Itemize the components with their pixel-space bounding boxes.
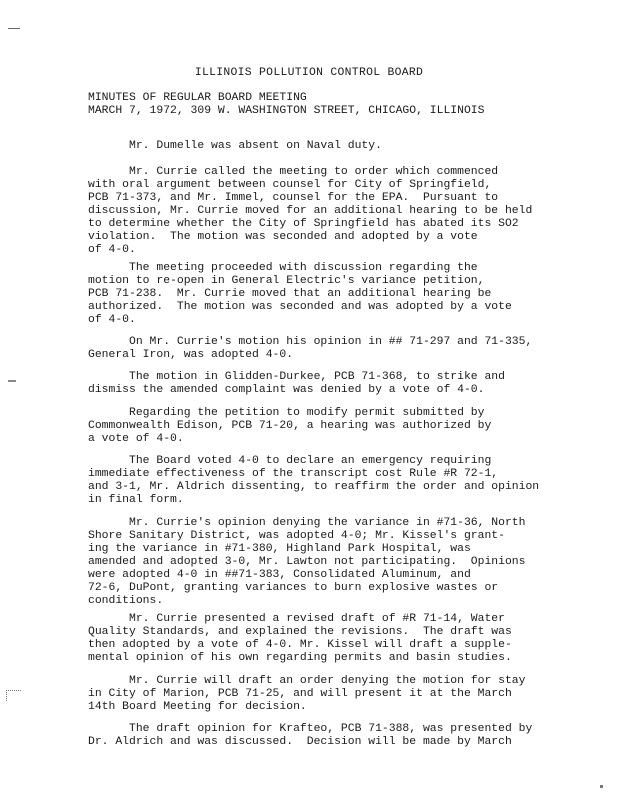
paragraph-line: ing the variance in #71-380, Highland Park Hospital, was <box>88 543 471 555</box>
paragraph-line: of 4-0. <box>88 314 136 326</box>
paragraph-general-iron <box>88 336 538 362</box>
paragraph-line: Quality Standards, and explained the revisions. The draft was <box>88 626 512 638</box>
paragraph-general-electric <box>88 262 538 327</box>
paragraph-city-of-marion <box>88 675 538 714</box>
paragraph-line: discussion, Mr. Currie moved for an additional hearing to be held <box>88 205 533 217</box>
paragraph-line: amended and adopted 3-0, Mr. Lawton not participating. Opinions <box>88 556 526 568</box>
paragraph-line: Mr. Currie will draft an order denying the motion for stay <box>88 675 526 687</box>
paragraph-line: 72-6, DuPont, granting variances to burn explosive wastes or <box>88 582 499 594</box>
scan-mark <box>8 28 20 29</box>
paragraph-line: mental opinion of his own regarding permits and basin studies. <box>88 652 512 664</box>
paragraph-line: PCB 71-373, and Mr. Immel, counsel for the EPA. Pursuant to <box>88 192 499 204</box>
paragraph-variances <box>88 517 538 608</box>
paragraph-water-quality <box>88 613 538 665</box>
paragraph-line: On Mr. Currie's motion his opinion in ## 71-297 and 71-335, <box>88 336 533 348</box>
paragraph-line: Mr. Currie called the meeting to order which commenced <box>88 166 499 178</box>
paragraph-line: to determine whether the City of Springfield has abated its SO2 <box>88 218 519 230</box>
paragraph-line: 14th Board Meeting for decision. <box>88 701 307 713</box>
paragraph-line: in City of Marion, PCB 71-25, and will present it at the March <box>88 688 512 700</box>
meeting-header-line1: MINUTES OF REGULAR BOARD MEETING <box>88 92 307 104</box>
paragraph-line: immediate effectiveness of the transcript cost Rule #R 72-1, <box>88 468 499 480</box>
paragraph-line: authorized. The motion was seconded and was adopted by a vote <box>88 301 512 313</box>
paragraph-krafteo <box>88 723 538 749</box>
paragraph-line: Mr. Dumelle was absent on Naval duty. <box>88 140 382 152</box>
paragraph-line: The motion in Glidden-Durkee, PCB 71-368, to strike and <box>88 371 505 383</box>
paragraph-line: motion to re-open in General Electric's variance petition, <box>88 275 485 287</box>
scan-mark <box>6 690 21 701</box>
paragraph-line: dismiss the amended complaint was denied by a vote of 4-0. <box>88 384 485 396</box>
paragraph-line: of 4-0. <box>88 244 136 256</box>
document-title: ILLINOIS POLLUTION CONTROL BOARD <box>194 67 424 79</box>
paragraph-line: The Board voted 4-0 to declare an emergency requiring <box>88 455 492 467</box>
paragraph-line: a vote of 4-0. <box>88 433 184 445</box>
paragraph-line: conditions. <box>88 595 164 607</box>
paragraph-line: The draft opinion for Krafteo, PCB 71-388, was presented by <box>88 723 533 735</box>
paragraph-line: then adopted by a vote of 4-0. Mr. Kissel will draft a supple- <box>88 639 512 651</box>
paragraph-springfield <box>88 166 538 257</box>
paragraph-line: Shore Sanitary District, was adopted 4-0; Mr. Kissel's grant- <box>88 530 505 542</box>
paragraph-glidden-durkee <box>88 371 538 397</box>
meeting-header <box>88 92 484 118</box>
paragraph-line: Commonwealth Edison, PCB 71-20, a hearing was authorized by <box>88 420 492 432</box>
paragraph-line: in final form. <box>88 494 184 506</box>
paragraph-line: PCB 71-238. Mr. Currie moved that an additional hearing be <box>88 288 492 300</box>
paragraph-line: and 3-1, Mr. Aldrich dissenting, to reaffirm the order and opinion <box>88 481 540 493</box>
paragraph-line: with oral argument between counsel for City of Springfield, <box>88 179 492 191</box>
paragraph-line: The meeting proceeded with discussion regarding the <box>88 262 478 274</box>
paragraph-line: General Iron, was adopted 4-0. <box>88 349 294 361</box>
paragraph-line: Mr. Currie presented a revised draft of #R 71-14, Water <box>88 613 505 625</box>
paragraph-line: violation. The motion was seconded and adopted by a vote <box>88 231 478 243</box>
scan-mark <box>600 785 603 788</box>
paragraph-absence <box>88 140 538 153</box>
paragraph-line: Regarding the petition to modify permit submitted by <box>88 407 485 419</box>
paragraph-line: Dr. Aldrich and was discussed. Decision will be made by March <box>88 736 512 748</box>
paragraph-transcript-rule <box>88 455 538 507</box>
paragraph-line: Mr. Currie's opinion denying the variance in #71-36, North <box>88 517 526 529</box>
meeting-header-line2: MARCH 7, 1972, 309 W. WASHINGTON STREET, CHICAGO, ILLINOIS <box>88 105 485 117</box>
scan-mark <box>8 380 16 382</box>
paragraph-line: were adopted 4-0 in ##71-383, Consolidated Aluminum, and <box>88 569 471 581</box>
paragraph-commonwealth-edison <box>88 407 538 446</box>
